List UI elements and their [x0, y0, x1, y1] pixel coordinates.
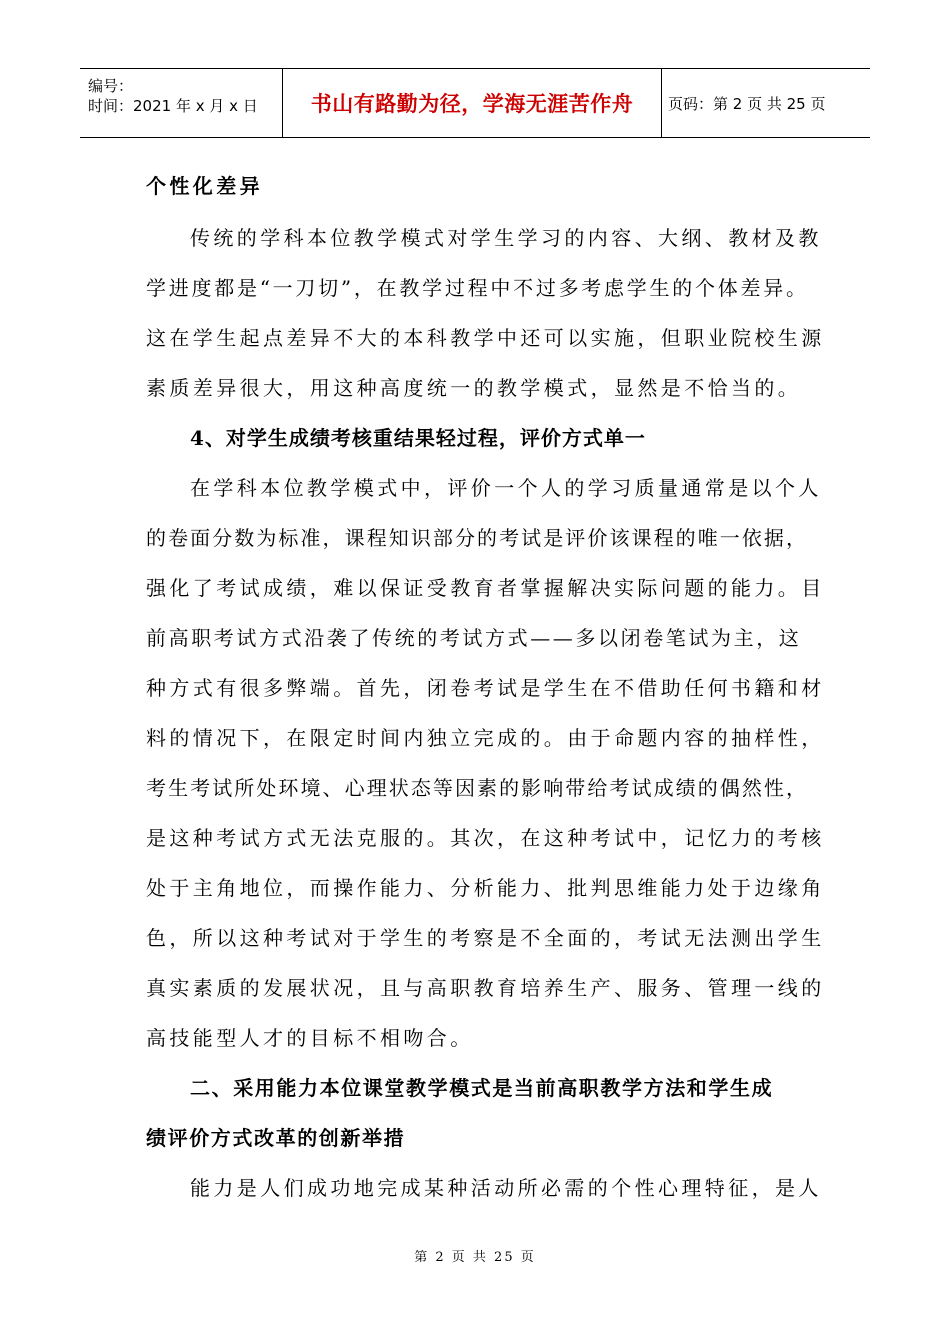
paragraph-line: 是这种考试方式无法克服的。其次，在这种考试中，记忆力的考核	[146, 826, 825, 850]
paragraph-line: 学进度都是“一刀切”，在教学过程中不过多考虑学生的个体差异。	[146, 276, 806, 300]
paragraph-line: 这在学生起点差异不大的本科教学中还可以实施，但职业院校生源	[146, 326, 825, 350]
paragraph-line: 高技能型人才的目标不相吻合。	[146, 1026, 474, 1050]
header-motto: 书山有路勤为径，学海无涯苦作舟	[310, 92, 634, 116]
paragraph-line: 在学科本位教学模式中，评价一个人的学习质量通常是以个人	[190, 476, 822, 500]
paragraph-line: 种方式有很多弊端。首先，闭卷考试是学生在不借助任何书籍和材	[146, 676, 825, 700]
document-number-label: 编号：	[88, 77, 134, 95]
section-heading-continued: 绩评价方式改革的创新举措	[146, 1126, 406, 1150]
paragraph-line: 传统的学科本位教学模式对学生学习的内容、大纲、教材及教	[190, 226, 822, 250]
paragraph-line: 素质差异很大，用这种高度统一的教学模式，显然是不恰当的。	[146, 376, 802, 400]
paragraph-line: 能力是人们成功地完成某种活动所必需的个性心理特征，是人	[190, 1176, 822, 1200]
document-date: 时间：2021 年 x 月 x 日	[88, 97, 258, 115]
header-page-cell	[662, 69, 870, 137]
header-motto-cell	[283, 69, 662, 137]
header-meta-cell	[80, 69, 283, 137]
paragraph-line: 考生考试所处环境、心理状态等因素的影响带给考试成绩的偶然性，	[146, 776, 806, 800]
paragraph-line: 色，所以这种考试对于学生的考察是不全面的，考试无法测出学生	[146, 926, 825, 950]
page-header	[80, 68, 870, 138]
paragraph-line: 前高职考试方式沿袭了传统的考试方式——多以闭卷笔试为主，这	[146, 626, 802, 650]
paragraph-line: 强化了考试成绩，难以保证受教育者掌握解决实际问题的能力。目	[146, 576, 825, 600]
subsection-heading-continued: 个性化差异	[146, 174, 263, 198]
paragraph-line: 处于主角地位，而操作能力、分析能力、批判思维能力处于边缘角	[146, 876, 825, 900]
paragraph-line: 料的情况下，在限定时间内独立完成的。由于命题内容的抽样性，	[146, 726, 825, 750]
subsection-heading: 4、对学生成绩考核重结果轻过程，评价方式单一	[190, 426, 646, 450]
paragraph-line: 真实素质的发展状况，且与高职教育培养生产、服务、管理一线的	[146, 976, 825, 1000]
section-heading: 二、采用能力本位课堂教学模式是当前高职教学方法和学生成	[190, 1076, 774, 1100]
page-footer: 第 2 页 共 25 页	[414, 1250, 536, 1265]
header-page-info: 页码：第 2 页 共 25 页	[668, 94, 826, 113]
paragraph-line: 的卷面分数为标准，课程知识部分的考试是评价该课程的唯一依据，	[146, 526, 806, 550]
